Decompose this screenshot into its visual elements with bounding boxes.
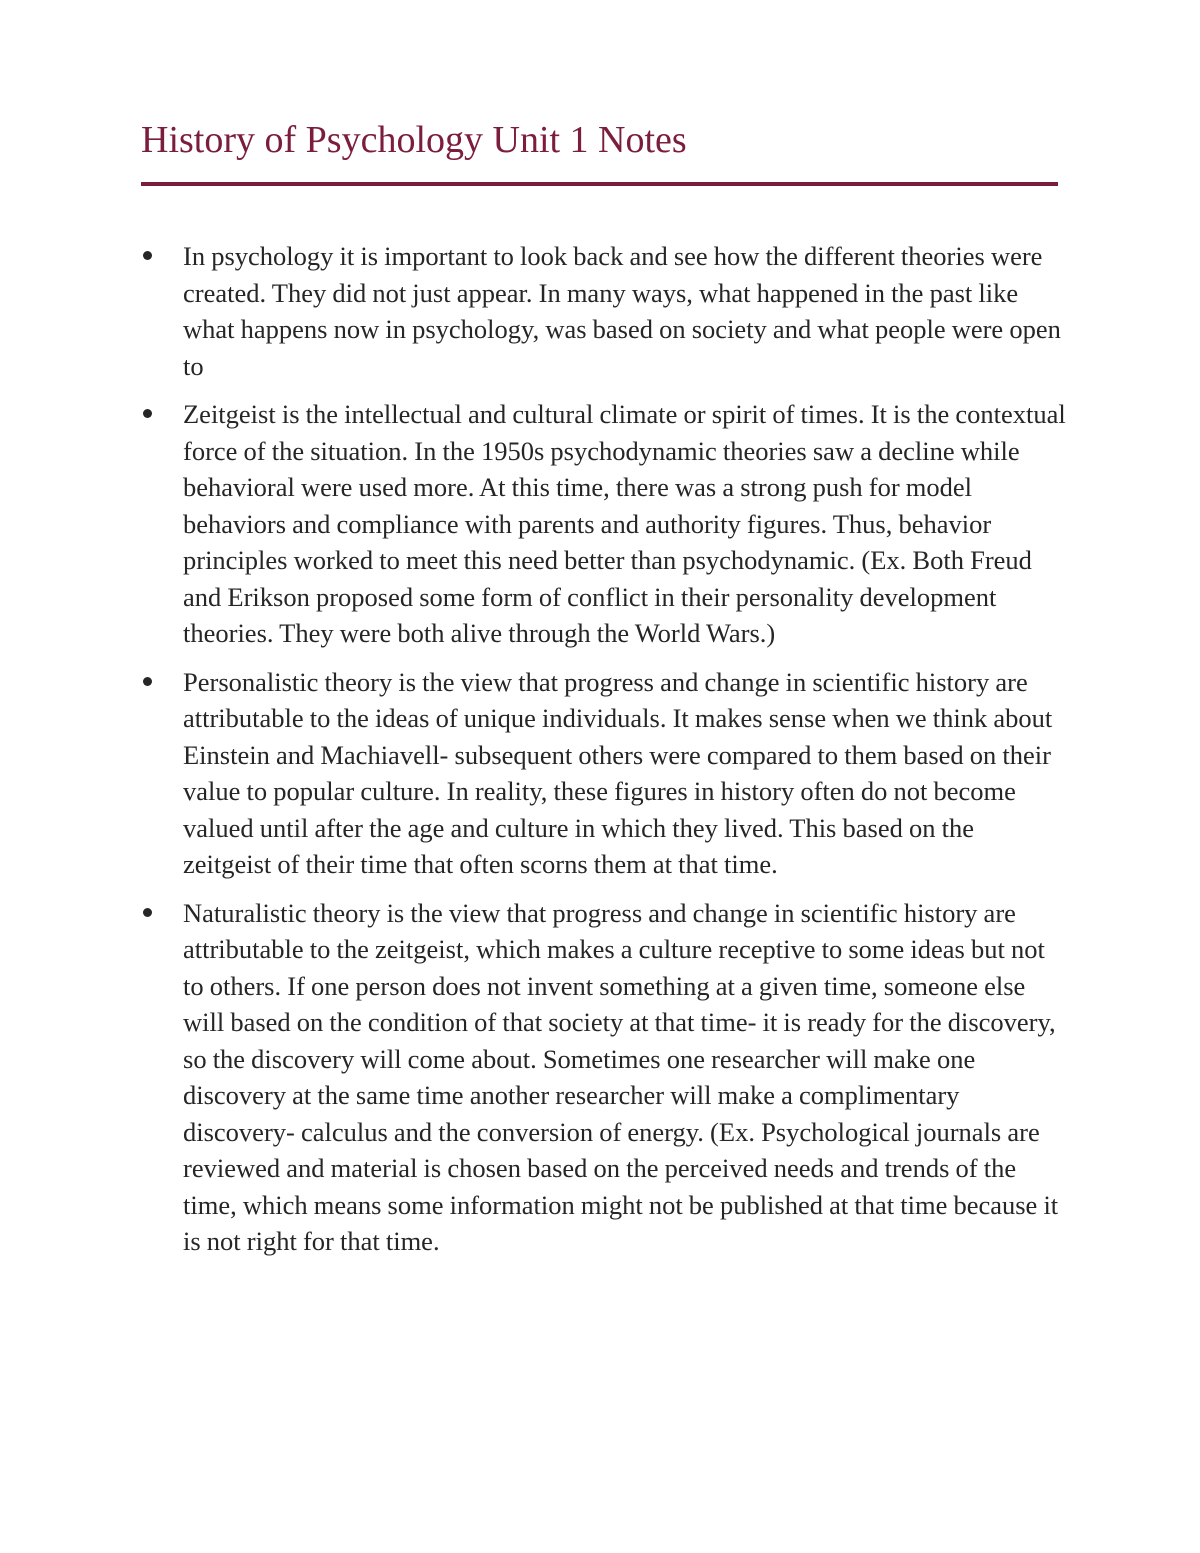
- bullet-icon: [143, 908, 152, 917]
- note-text: Zeitgeist is the intellectual and cultural climate or spirit of times. It is the contextual force of the situation. In the 1950s psychodynamic theories saw a decline while behavioral were used more. At this time, there was a strong push for model behaviors and compliance with parents and authority figures. Thus, behavior principles worked to meet this need better than psychodynamic. (Ex. Both Freud and Erikson proposed some form of conflict in their personality development theories. They were both alive through the World Wars.): [183, 399, 1066, 648]
- bullet-icon: [143, 677, 152, 686]
- list-item: [141, 396, 1066, 652]
- note-text: In psychology it is important to look back and see how the different theories were created. They did not just appear. In many ways, what happened in the past like what happens now in psychology, was based on society and what people were open to: [183, 241, 1061, 381]
- page-title: History of Psychology Unit 1 Notes: [141, 119, 687, 161]
- list-item: [141, 895, 1066, 1260]
- bullet-icon: [143, 251, 152, 260]
- notes-list: [141, 238, 1066, 1272]
- note-text: Personalistic theory is the view that progress and change in scientific history are attributable to the ideas of unique individuals. It makes sense when we think about Einstein and Machiavell- subsequent others were compared to them based on their value to popular culture. In reality, these figures in history often do not become valued until after the age and culture in which they lived. This based on the zeitgeist of their time that often scorns them at that time.: [183, 666, 1053, 879]
- note-text: Naturalistic theory is the view that progress and change in scientific history are attributable to the zeitgeist, which makes a culture receptive to some ideas but not to others. If one person does not invent something at a given time, someone else will based on the condition of that society at that time- it is ready for the discovery, so the discovery will come about. Sometimes one researcher will make one discovery at the same time another researcher will make a complimentary discovery- calculus and the conversion of energy. (Ex. Psychological journals are reviewed and material is chosen based on the perceived needs and trends of the time, which means some information might not be published at that time because it is not right for that time.: [183, 897, 1059, 1256]
- bullet-icon: [143, 409, 152, 418]
- list-item: [141, 664, 1066, 883]
- title-divider: [141, 182, 1058, 186]
- list-item: [141, 238, 1066, 384]
